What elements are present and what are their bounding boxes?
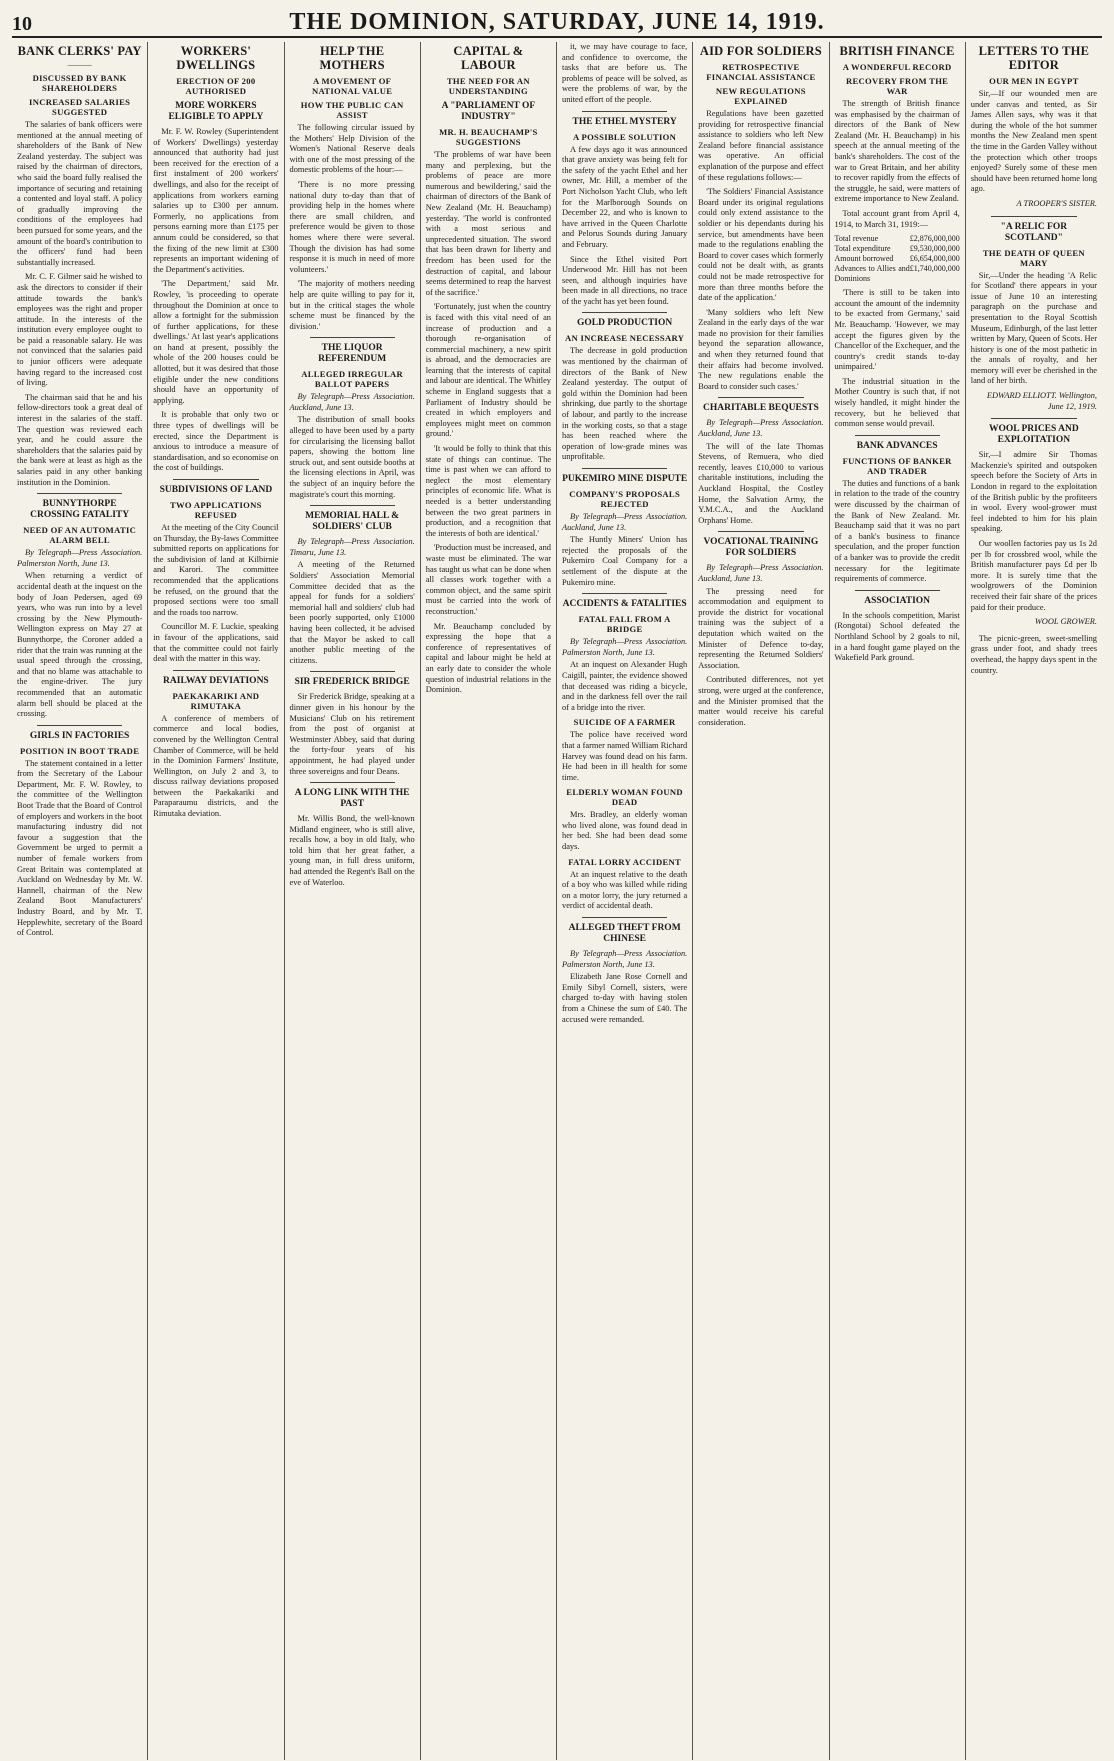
- headline-accidents: ACCIDENTS & FATALITIES: [562, 599, 687, 610]
- article-paragraph: Sir,—If our wounded men are under canvas and tented, as Sir James Allen says, why was it that during the whole of the hot summer months the New Zealand men spent the time in the Garden Valley without the protection which other troops enjoyed? Surely some of these men should have been returned home long ago.: [970, 89, 1097, 194]
- subhead: A MOVEMENT OF NATIONAL VALUE: [311, 76, 393, 96]
- subhead: ALLEGED IRREGULAR BALLOT PAPERS: [301, 369, 404, 390]
- column-2: [148, 42, 284, 1760]
- subhead: PAEKAKARIKI AND RIMUTAKA: [172, 690, 260, 711]
- article-paragraph: Mrs. Bradley, an elderly woman who lived alone, was found dead in her bed. She had been dead some days.: [562, 810, 688, 852]
- divider: [310, 671, 395, 672]
- article-paragraph: Councillor M. F. Luckie, speaking in favour of the applications, said that the committee could not fairly deal with the matter in this way.: [153, 622, 279, 664]
- headline-charitable-bequests: CHARITABLE BEQUESTS: [703, 403, 819, 414]
- dateline: By Telegraph—Press Association. Auckland, June 13.: [289, 392, 415, 412]
- divider: [582, 917, 667, 918]
- article-paragraph: At the meeting of the City Council on Thursday, the By-laws Committee submitted reports on applications for the subdivision of land at Kilbirnie and Karori. The committee recommended that the applications be refused, on the ground that the proposed sections were too small and the roads too narrow.: [153, 523, 279, 617]
- article-paragraph: Our woollen factories pay us 1s 2d per lb for crossbred wool, while the British manufacturer pays £d per lb more. It is surely time that the woolgrowers of the Dominion received their fair share of the prices paid for their produce.: [970, 539, 1097, 612]
- column-1: [12, 42, 148, 1760]
- article-paragraph: 'The Soldiers' Financial Assistance Board under its original regulations could only extend assistance to the soldier or his dependants during his service, but amendments have been made to the regulations enabling the Board to cover cases which formerly could not be dealt with, as grants could not be made retrospective for more than three months before the date of the application.': [698, 187, 824, 303]
- article-paragraph: it, we may have courage to face, and confidence to overcome, the tasks that are before us. The problems of peace will be solved, as were the problems of war, by the united effort of the people.: [562, 42, 688, 104]
- headline-relic-for-scotland: "A RELIC FOR SCOTLAND": [1000, 221, 1068, 243]
- row-value: £6,654,000,000: [909, 254, 960, 264]
- row-label: Advances to Allies and Dominions: [834, 264, 910, 284]
- headline-railway-deviations: RAILWAY DEVIATIONS: [163, 675, 269, 686]
- subhead: RETROSPECTIVE FINANCIAL ASSISTANCE: [706, 62, 816, 82]
- article-paragraph: The duties and functions of a bank in relation to the trade of the country were discussed by the chairman of the Bank of New Zealand. Mr. Beauchamp said that it was no part of a bank's business to finance speculation, and the proper function of a banker was to provide the credit necessary for the legitimate requirements of commerce.: [834, 478, 960, 584]
- dateline: By Telegraph—Press Association. Palmerston North, June 13.: [562, 949, 688, 969]
- page-number: 10: [12, 13, 32, 35]
- divider: ———: [67, 60, 92, 69]
- table-row: [835, 264, 960, 284]
- subhead: INCREASED SALARIES SUGGESTED: [29, 97, 131, 117]
- dateline: By Telegraph—Press Association. Auckland, June 13.: [562, 512, 688, 532]
- subhead: ERECTION OF 200 AUTHORISED: [176, 76, 256, 96]
- article-paragraph: 'There is still to be taken into account the amount of the indemnity to be exacted from Germany,' said Mr. Beauchamp. 'However, we may accept the figures given by the Chancellor of the Exchequer, and the country's credit stands to-day unimpaired.': [834, 288, 960, 372]
- article-paragraph: The pressing need for accommodation and equipment to provide the district for vocational training was the subject of a deputation which waited on the Minister of Defence to-day, representing the Returned Soldiers' Association.: [698, 586, 824, 670]
- divider: [855, 590, 940, 591]
- headline-subdivisions: SUBDIVISIONS OF LAND: [159, 485, 273, 495]
- headline-ethel-mystery: THE ETHEL MYSTERY: [572, 116, 677, 127]
- article-paragraph: The police have received word that a farmer named William Richard Harvey was found dead on his farm. He had been in ill health for some time.: [562, 730, 688, 782]
- headline-bank-clerks-pay: BANK CLERKS' PAY: [17, 44, 142, 58]
- row-label: Total revenue: [834, 234, 879, 244]
- subhead: NEW REGULATIONS EXPLAINED: [715, 86, 806, 106]
- divider: [173, 670, 258, 671]
- row-value: £2,876,000,000: [909, 234, 960, 244]
- column-7: [830, 42, 966, 1760]
- headline-letters-to-editor: LETTERS TO THE EDITOR: [978, 44, 1090, 72]
- article-paragraph: 'The Department,' said Mr. Rowley, 'is proceeding to operate throughout the Dominion at once to allow a fortnight for the submission of further applications, for these dwellings.' At last year's applications on hand at present, possibly the whole of the 200 houses could be allotted, but it was desired that those eligible under the new conditions should have an opportunity of applying.: [153, 279, 279, 405]
- divider: [37, 725, 122, 726]
- article-paragraph: The industrial situation in the Mother Country is such that, if not wisely handled, it might hinder the recovery, but he believed that common sense would prevail.: [834, 376, 960, 429]
- divider: [310, 505, 395, 506]
- headline-pukemiro: PUKEMIRO MINE DISPUTE: [562, 474, 688, 484]
- column-5: [557, 42, 693, 1760]
- dateline: By Telegraph—Press Association. Auckland, June 13.: [698, 418, 824, 439]
- article-paragraph: At an inquest on Alexander Hugh Caigill, painter, the evidence showed that deceased was riding a bicycle, and in the darkness fell over the rail of a bridge into the river.: [562, 660, 688, 712]
- subhead: DISCUSSED BY BANK SHAREHOLDERS: [32, 73, 127, 93]
- article-paragraph: Mr. C. F. Gilmer said he wished to ask the directors to consider if their attitude towards the bank's employees was the right and proper attitude. In the interests of the institution every employee ought to be paid a reasonable salary. He was not convinced that the salaries paid to junior officers were adequate having regard to the increased cost of living.: [17, 272, 143, 388]
- column-4: [421, 42, 557, 1760]
- table-row: [835, 254, 960, 264]
- column-8: [966, 42, 1102, 1760]
- row-label: Amount borrowed: [834, 254, 894, 264]
- subhead: A POSSIBLE SOLUTION: [573, 131, 677, 142]
- article-paragraph: The statement contained in a letter from the Secretary of the Labour Department, Mr. F. W. Rowley, to the committee of the Wellington Boot Trade that the Board of Control of employers and workers in the boot manufacturing industry did not favour a suggestion that the Government be urged to permit a number of female workers from Great Britain was contemplated at Auckland on Wednesday by Mr. W. Hannell, chairman of the New Zealand Boot Manufacturers' Industry Board, and by Mr. T. Hepplewhite, secretary of the Board of Control.: [17, 758, 143, 938]
- column-3: [285, 42, 421, 1760]
- article-paragraph: The salaries of bank officers were mentioned at the annual meeting of shareholders of the Bank of New Zealand yesterday. The subject was raised by the chairman of directors, who said the board fully realised the importance of securing and retaining a contented and loyal staff. A policy of gradually improving the conditions of the employees had been pursued for some years, and the amount of the board's contribution to the officers' fund had been substantially increased.: [17, 120, 143, 267]
- article-paragraph: The Huntly Miners' Union has rejected the proposals of the Pukemiro Coal Company for a settlement of the dispute at the Pukemiro mine.: [562, 535, 688, 587]
- divider: [310, 337, 395, 338]
- divider: [582, 111, 667, 112]
- article-paragraph: Mr. Willis Bond, the well-known Midland engineer, who is still alive, recalls how, a boy in old Italy, who told him that her great father, a young man, in full dress uniform, had attended the Regent's Ball on the eve of Waterloo.: [289, 814, 415, 887]
- row-value: £1,740,000,000: [909, 264, 960, 274]
- article-paragraph: The will of the late Thomas Stevens, of Remuera, who died recently, leaves £10,000 to various charitable institutions, including the Auckland Hospital, the Costley Home, the Salvation Army, the Y.M.C.A., and the Auckland Orphans' Home.: [698, 441, 824, 525]
- divider: [582, 468, 667, 469]
- headline-memorial-hall: MEMORIAL HALL & SOLDIERS' CLUB: [305, 511, 400, 533]
- dateline: By Telegraph—Press Association. Palmerston North, June 13.: [17, 548, 143, 568]
- article-paragraph: The strength of British finance was emphasised by the chairman of directors of the Bank of New Zealand (Mr. H. Beauchamp) in his speech at the annual meeting of the bank's shareholders. The cost of the war to Great Britain, and her ability to recover rapidly from the effects of the struggle, he said, were matters of extreme importance to New Zealand.: [834, 99, 960, 204]
- headline-workers-dwellings: WORKERS' DWELLINGS: [176, 44, 256, 72]
- subhead: FATAL FALL FROM A BRIDGE: [578, 614, 671, 635]
- row-value: £9,530,000,000: [909, 244, 960, 254]
- subhead: OUR MEN IN EGYPT: [989, 76, 1079, 86]
- article-paragraph: The picnic-green, sweet-smelling grass under foot, and shady trees overhead, the happy days spent in the country.: [970, 633, 1097, 675]
- subhead: TWO APPLICATIONS REFUSED: [169, 500, 262, 520]
- headline-vocational-training: VOCATIONAL TRAINING FOR SOLDIERS: [703, 537, 819, 559]
- article-paragraph: 'Many soldiers who left New Zealand in the early days of the war made no provision for their families beyond the separation allowance, and when they returned found that their affairs had become involved. The new regulations enable the Board to consider such cases.': [698, 307, 824, 391]
- headline-liquor-referendum: THE LIQUOR REFERENDUM: [318, 343, 387, 365]
- headline-long-link: A LONG LINK WITH THE PAST: [294, 788, 410, 810]
- subhead: MR. H. BEAUCHAMP'S SUGGESTIONS: [439, 127, 538, 147]
- article-paragraph: Sir Frederick Bridge, speaking at a dinner given in his honour by the Musicians' Club on his retirement from the post of organist at Westminster Abbey, said that during the forty-four years of his appointment, he had played under three sovereigns and four Deans.: [289, 692, 415, 776]
- article-paragraph: The following circular issued by the Mothers' Help Division of the Women's National Reserve deals with one of the most pressing of the domestic problems of the hour:—: [289, 123, 415, 175]
- article-paragraph: At an inquest relative to the death of a boy who was killed while riding on a motor lorry, the jury returned a verdict of accidental death.: [562, 869, 688, 911]
- article-paragraph: A few days ago it was announced that grave anxiety was being felt for the safety of the yacht Ethel and her owner, Mr. Hill, a member of the Port Nicholson Yacht Club, who left for the Marlborough Sounds on December 22, and who is known to have arrived in the Queen Charlotte and Pelorus Sounds during January and February.: [562, 144, 688, 249]
- columns: [12, 42, 1102, 1760]
- subhead: A WONDERFUL RECORD: [842, 62, 952, 72]
- headline-girls-in-factories: GIRLS IN FACTORIES: [29, 730, 130, 741]
- divider: [37, 493, 122, 494]
- headline-aid-for-soldiers: AID FOR SOLDIERS: [699, 44, 822, 58]
- dateline: By Telegraph—Press Association. Palmerston North, June 13.: [562, 637, 688, 657]
- subhead: NEED OF AN AUTOMATIC ALARM BELL: [23, 525, 137, 546]
- article-paragraph: Mr. Beauchamp concluded by expressing the hope that a conference of representatives of capital and labour might be held at an early date to consider the whole question of industrial relations in the Dominion.: [425, 621, 551, 695]
- divider: [991, 418, 1077, 419]
- headline-bank-advances: BANK ADVANCES: [856, 440, 938, 451]
- article-paragraph: 'Production must be increased, and waste must be eliminated. The war has taught us what can be done when all classes work together with a common object, and the same spirit must be carried into the work of reconstruction.': [425, 543, 551, 616]
- article-paragraph: Sir,—Under the heading 'A Relic for Scotland' there appears in your issue of June 10 an interesting paragraph on the purchase and presentation to the Royal Scottish Museum, Edinburgh, of the last letter written by Mary, Queen of Scots. Her history is one of the most pathetic in the annals of royalty, and her memory will ever be cherished in the land of her birth.: [970, 270, 1097, 386]
- row-label: Total expenditure: [834, 244, 891, 254]
- masthead-title: THE DOMINION, SATURDAY, JUNE 14, 1919.: [289, 9, 825, 35]
- article-paragraph: In the schools competition, Marist (Rongotai) School defeated the Northland School by 2 goals to nil, in a hard fought game played on the Wakefield Park ground.: [834, 610, 960, 663]
- dateline: By Telegraph—Press Association. Timaru, June 13.: [289, 537, 415, 557]
- article-paragraph: Elizabeth Jane Rose Cornell and Emily Sibyl Cornell, sisters, were charged to-day with having stolen from a Chinese the sum of £40. The accused were remanded.: [562, 972, 688, 1024]
- subhead: FUNCTIONS OF BANKER AND TRADER: [842, 455, 952, 476]
- table-caption: Total account grant from April 4, 1914, to March 31, 1919:—: [834, 208, 960, 229]
- divider: [582, 312, 667, 313]
- divider: [310, 782, 395, 783]
- article-paragraph: It is probable that only two or three types of dwellings will be erected, since the Department is anxious to introduce a measure of standardisation, and so economise on the cost of buildings.: [153, 410, 279, 473]
- divider: [991, 216, 1077, 217]
- headline-help-the-mothers: HELP THE MOTHERS: [319, 44, 385, 72]
- letter-signature: A TROOPER'S SISTER.: [1016, 198, 1097, 208]
- column-6: [693, 42, 829, 1760]
- letter-signature: WOOL GROWER.: [1034, 617, 1097, 627]
- article-paragraph: Sir,—I admire Sir Thomas Mackenzie's spirited and outspoken speech before the Society of Arts in London in regard to the exploitation of the British public by the profiteers in wool. Every wool-grower must feel indebted to him for his plain speaking.: [970, 450, 1097, 534]
- subhead: RECOVERY FROM THE WAR: [846, 76, 949, 96]
- article-paragraph: The decrease in gold production was mentioned by the chairman of directors of the Bank of New Zealand yesterday. The output of gold within the Dominion had been shrinking, due partly to the shortage of labour, and partly to the increase in the working costs, so that a stage has been reached where the operation of low-grade mines was unprofitable.: [562, 346, 688, 462]
- article-paragraph: A conference of members of commerce and local bodies, convened by the Wellington Central Chamber of Commerce, will be held in the Dominion Farmers' Institute, Wellington, on July 2 and 3, to discuss railway deviations proposed between the Paekakariki and Paraparaumu districts, and the Rimutaka deviation.: [153, 713, 279, 819]
- article-paragraph: 'There is no more pressing national duty to-day than that of providing help in the homes where there are small children, and preference would be given to those homes where there were several. Though the division has had some response it is much in need of more volunteers.': [289, 179, 415, 274]
- headline-wool-prices: WOOL PRICES AND EXPLOITATION: [989, 424, 1079, 446]
- table-row: [835, 244, 960, 254]
- article-paragraph: 'The problems of war have been many and perplexing, but the problems of peace are more numerous and bewildering,' said the chairman of directors of the Bank of New Zealand (Mr. H. Beauchamp) yesterday. 'The world is confronted with a most serious and unprecedented situation. The sword that has been drawn for liberty and freedom has been used for the destruction of capital, and labour seems determined to reap the harvest of the sacrifice.': [425, 150, 551, 297]
- headline-bunnythorpe: BUNNYTHORPE CROSSING FATALITY: [30, 499, 130, 521]
- finance-table: [835, 234, 960, 284]
- article-paragraph: Regulations have been gazetted providing for retrospective financial assistance to soldiers who left New Zealand before financial assistance was operative. An official explanation of the purpose and effect of these regulations follows:—: [698, 109, 824, 182]
- article-paragraph: 'It would be folly to think that this state of things can continue. The time is past when we can afford to neglect the most elementary principles of economic life. What is needed is a better understanding between the two great partners in production, and a recognition that the interests of both are identical.': [425, 444, 551, 538]
- subhead: AN INCREASE NECESSARY: [565, 333, 685, 344]
- article-paragraph: 'Fortunately, just when the country is faced with this vital need of an increase of production and a thorough re-organisation of commercial machinery, a new spirit is abroad, and the democracies are learning that the interests of capital and labour are identical. The Whitley scheme in England suggests that a Parliament of Industry should be created in which employers and employees might meet on common ground.': [425, 302, 551, 439]
- article-paragraph: Mr. F. W. Rowley (Superintendent of Workers' Dwellings) yesterday announced that authority had just been received for the erection of a first instalment of 200 workers' dwellings, and also for the receipt of applications from workers earning salaries up to £300 per annum. Formerly, no applications from persons earning more than £175 per annum could be considered, so that the fixing of the new limit at £300 represents an important widening of the Department's activities.: [153, 127, 279, 274]
- subhead: ELDERLY WOMAN FOUND DEAD: [566, 787, 683, 808]
- subhead: FATAL LORRY ACCIDENT: [568, 856, 682, 867]
- subhead: POSITION IN BOOT TRADE: [20, 745, 140, 756]
- subhead: COMPANY'S PROPOSALS REJECTED: [569, 489, 681, 509]
- subhead: A "PARLIAMENT OF INDUSTRY": [441, 101, 536, 122]
- table-row: [835, 234, 960, 244]
- divider: [855, 435, 940, 436]
- article-paragraph: A meeting of the Returned Soldiers' Association Memorial Committee decided that as the appeal for funds for a soldiers' memorial hall and soldiers' club had been poorly supported, only £1000 having been collected, it be advised that the Mayor be asked to call another public meeting of the citizens.: [289, 560, 415, 665]
- headline-gold-production: GOLD PRODUCTION: [576, 318, 673, 329]
- divider: [582, 593, 667, 594]
- subhead: SUICIDE OF A FARMER: [573, 717, 676, 728]
- headline-alleged-theft: ALLEGED THEFT FROM CHINESE: [568, 923, 681, 945]
- article-paragraph: Since the Ethel visited Port Underwood Mr. Hill has not been seen, and although inquiries have been made in all directions, no trace of the yacht has yet been found.: [562, 254, 688, 306]
- letter-signature: EDWARD ELLIOTT. Wellington, June 12, 1919.: [986, 391, 1097, 411]
- headline-association: ASSOCIATION: [864, 595, 931, 606]
- headline-capital-labour: CAPITAL & LABOUR: [453, 44, 524, 72]
- subhead: THE NEED FOR AN UNDERSTANDING: [446, 76, 530, 96]
- divider: [718, 531, 803, 532]
- divider: [718, 397, 803, 398]
- subhead: THE DEATH OF QUEEN MARY: [982, 247, 1085, 268]
- subhead: HOW THE PUBLIC CAN ASSIST: [300, 100, 404, 120]
- masthead: [12, 6, 1102, 38]
- divider: [173, 479, 258, 480]
- headline-sir-frederick-bridge: SIR FREDERICK BRIDGE: [294, 677, 410, 688]
- article-paragraph: Contributed differences, not yet strong, were urged at the conference, and the Minister promised that the matter would receive his careful consideration.: [698, 675, 824, 727]
- article-paragraph: The distribution of small books alleged to have been used by a party for circularising the licensing ballot papers, showing the bottom line struck out, and sent outside booths at the licensing elections in April, was the subject of an inquiry before the magistrate's court this morning.: [289, 415, 415, 499]
- subhead: MORE WORKERS ELIGIBLE TO APPLY: [168, 101, 264, 122]
- article-paragraph: 'The majority of mothers needing help are quite willing to pay for it, but in the critical stages the whole scheme must be financed by the division.': [289, 279, 415, 331]
- dateline: By Telegraph—Press Association. Auckland, June 13.: [698, 563, 824, 583]
- headline-british-finance: BRITISH FINANCE: [839, 44, 955, 58]
- article-paragraph: When returning a verdict of accidental death at the inquest on the body of Joan Pedersen, aged 69 years, who was run into by a level crossing by the New Plymouth-Wellington express on May 27 at Bunnythorpe, the Coroner added a rider that the train was running at the usual speed through the crossing, and that no blame was attachable to the engine-driver. The jury recommended that an automatic alarm bell should be placed at the crossing.: [17, 571, 143, 719]
- article-paragraph: The chairman said that he and his fellow-directors took a great deal of interest in the salaries of the staff. The question was reviewed each year, and he could assure the shareholders that the salaries paid by the bank were at least as high as the salaries paid in any other banking institution in the Dominion.: [17, 392, 143, 487]
